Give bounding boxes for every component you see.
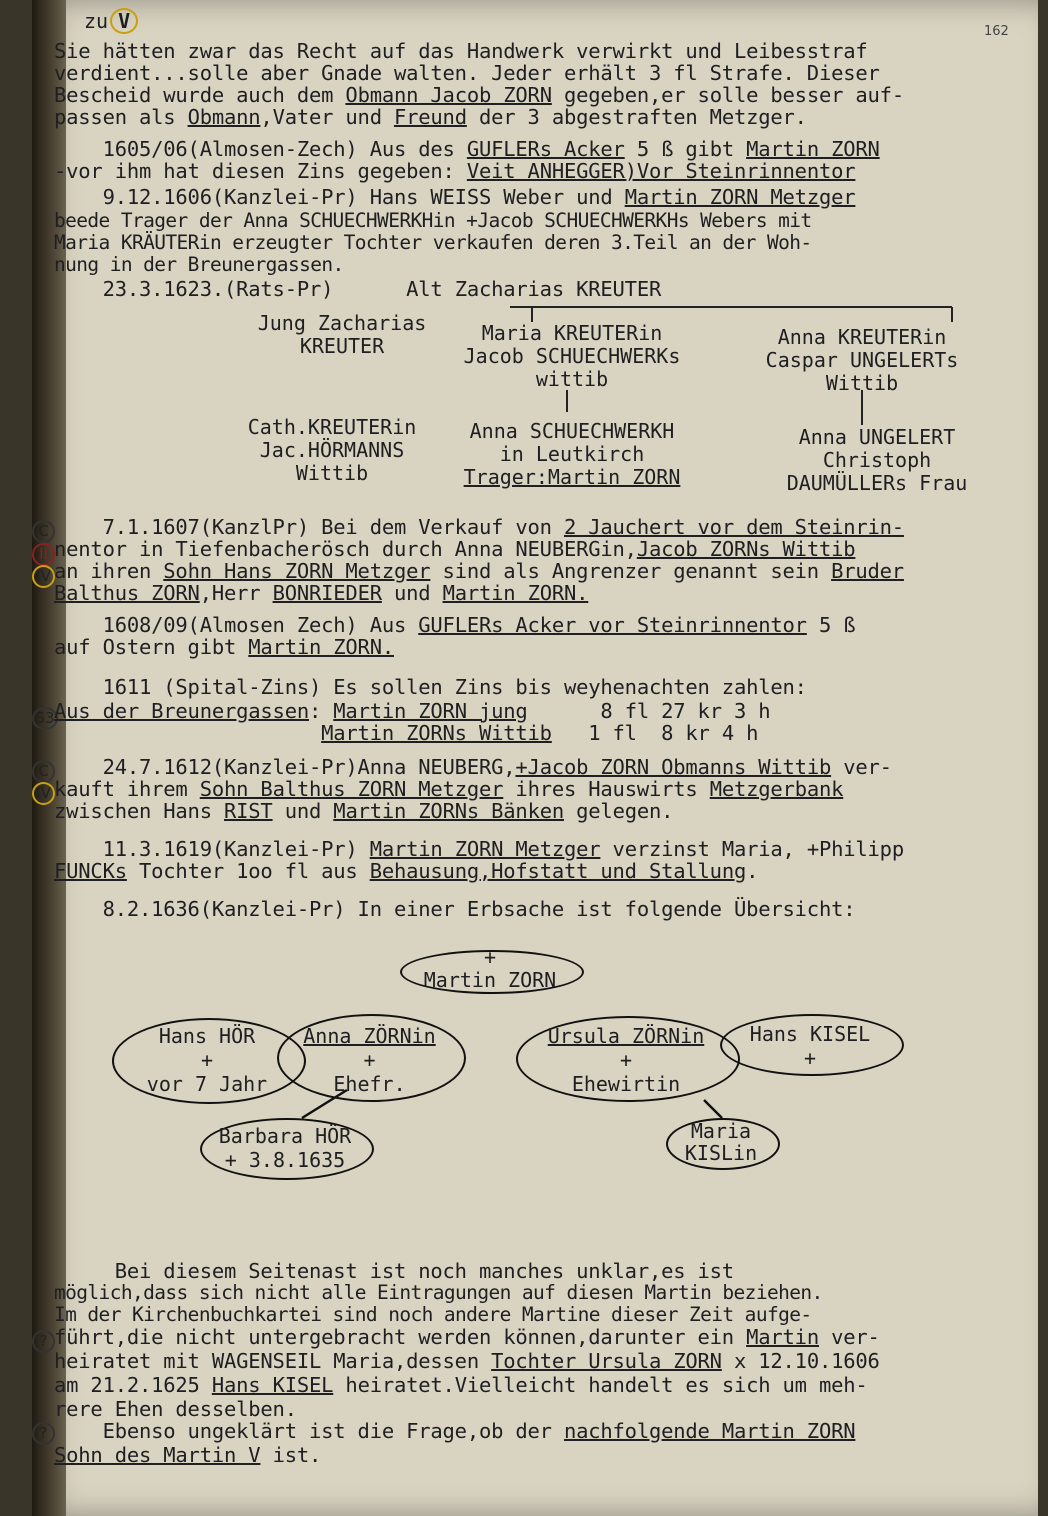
margin-mark: ? — [32, 1422, 55, 1445]
text-line: 24.7.1612(Kanzlei-Pr)Anna NEUBERG,+Jacob ZORN Obmanns Wittib ver- — [54, 755, 892, 779]
text-line: rere Ehen desselben. — [54, 1397, 297, 1421]
roman-five-circle: V — [110, 8, 138, 34]
margin-mark: S3 — [32, 707, 58, 730]
text-line: am 21.2.1625 Hans KISEL heiratet.Vielleicht handelt es sich um meh- — [54, 1373, 868, 1397]
tree-node: Ursula ZÖRNin + Ehewirtin — [547, 1024, 705, 1096]
tree-node: Maria KREUTERin Jacob SCHUECHWERKs wittib — [463, 321, 681, 391]
text-line: nung in der Breunergassen. — [54, 253, 344, 276]
margin-mark: IV — [32, 782, 55, 805]
tree-node: Maria KISLin — [684, 1119, 758, 1165]
margin-mark: C — [32, 520, 55, 543]
margin-mark: C — [32, 760, 55, 783]
text-line: beede Trager der Anna SCHUECHWERKHin +Jacob SCHUECHWERKHs Webers mit — [54, 209, 812, 232]
text-line: heiratet mit WAGENSEIL Maria,dessen Tochter Ursula ZORN x 12.10.1606 — [54, 1349, 880, 1373]
text-line: 1605/06(Almosen-Zech) Aus des GUFLERs Acker 5 ß gibt Martin ZORN — [54, 137, 880, 161]
text-line: Martin ZORNs Wittib 1 fl 8 kr 4 h — [321, 721, 759, 745]
text-line: an ihren Sohn Hans ZORN Metzger sind als Angrenzer genannt sein Bruder — [54, 559, 904, 583]
text-line: zwischen Hans RIST und Martin ZORNs Bänken gelegen. — [54, 799, 674, 823]
text-line: passen als Obmann,Vater und Freund der 3 abgestraften Metzger. — [54, 105, 807, 129]
text-line: Aus der Breunergassen: Martin ZORN jung 8 fl 27 kr 3 h — [54, 699, 771, 723]
text-line: 8.2.1636(Kanzlei-Pr) In einer Erbsache ist folgende Übersicht: — [54, 897, 856, 921]
tree-node: Anna UNGELERT Christoph DAUMÜLLERs Frau — [786, 425, 968, 495]
text-line: möglich,dass sich nicht alle Eintragungen auf diesen Martin beziehen. — [54, 1281, 823, 1304]
tree-node: Hans KISEL + — [749, 1022, 871, 1070]
tree-node: Barbara HÖR + 3.8.1635 — [218, 1124, 352, 1172]
text-line: 9.12.1606(Kanzlei-Pr) Hans WEISS Weber und Martin ZORN Metzger — [54, 185, 856, 209]
text-line: 1611 (Spital-Zins) Es sollen Zins bis weyhenachten zahlen: — [54, 675, 807, 699]
text-line: nentor in Tiefenbacherösch durch Anna NEUBERGin,Jacob ZORNs Wittib — [54, 537, 856, 561]
document-page — [32, 0, 1038, 1516]
page-number: 162 — [984, 24, 1009, 39]
text-line: Ebenso ungeklärt ist die Frage,ob der nachfolgende Martin ZORN — [54, 1419, 856, 1443]
text-line: Sie hätten zwar das Recht auf das Handwerk verwirkt und Leibesstraf — [54, 39, 868, 63]
text-line: Maria KRÄUTERin erzeugter Tochter verkaufen deren 3.Teil an der Woh- — [54, 231, 812, 254]
text-line: Balthus ZORN,Herr BONRIEDER und Martin ZORN. — [54, 581, 589, 605]
tree-node: Hans HÖR + vor 7 Jahr — [146, 1024, 268, 1096]
tree-node: Anna SCHUECHWERKH in Leutkirch Trager:Martin ZORN — [463, 419, 681, 489]
text-line: auf Ostern gibt Martin ZORN. — [54, 635, 394, 659]
text-line: Sohn des Martin V ist. — [54, 1443, 322, 1467]
tree-node: Cath.KREUTERin Jac.HÖRMANNS Wittib — [247, 415, 417, 485]
text-line: verdient...solle aber Gnade walten. Jeder erhält 3 fl Strafe. Dieser — [54, 61, 880, 85]
text-line: 1608/09(Almosen Zech) Aus GUFLERs Acker vor Steinrinnentor 5 ß — [54, 613, 856, 637]
margin-mark: II — [32, 543, 55, 566]
tree-node: Anna ZÖRNin + Ehefr. — [303, 1024, 436, 1096]
text-line: Bescheid wurde auch dem Obmann Jacob ZORN gegeben,er solle besser auf- — [54, 83, 904, 107]
text-line: -vor ihm hat diesen Zins gegeben: Veit ANHEGGER)Vor Steinrinnentor — [54, 159, 856, 183]
text-line: Im der Kirchenbuchkartei sind noch andere Martine dieser Zeit aufge- — [54, 1303, 812, 1326]
margin-mark: IV — [32, 565, 55, 588]
margin-mark: ? — [32, 1330, 55, 1353]
tree-node: Anna KREUTERin Caspar UNGELERTs Wittib — [765, 325, 959, 395]
text-line: 11.3.1619(Kanzlei-Pr) Martin ZORN Metzger verzinst Maria, +Philipp — [54, 837, 904, 861]
text-line: führt,die nicht untergebracht werden können,darunter ein Martin ver- — [54, 1325, 880, 1349]
text-line: Bei diesem Seitenast ist noch manches unklar,es ist — [54, 1259, 734, 1283]
text-line: FUNCKs Tochter 1oo fl aus Behausung,Hofstatt und Stallung. — [54, 859, 759, 883]
tree-node: Jung Zacharias KREUTER — [257, 311, 427, 358]
text-line: 7.1.1607(KanzlPr) Bei dem Verkauf von 2 Jauchert vor dem Steinrin- — [54, 515, 904, 539]
tree-node: + Martin ZORN — [423, 945, 557, 992]
text-line: 23.3.1623.(Rats-Pr) Alt Zacharias KREUTER — [54, 277, 662, 301]
header-reference: zu V — [84, 8, 138, 34]
text-line: kauft ihrem Sohn Balthus ZORN Metzger ihres Hauswirts Metzgerbank — [54, 777, 844, 801]
